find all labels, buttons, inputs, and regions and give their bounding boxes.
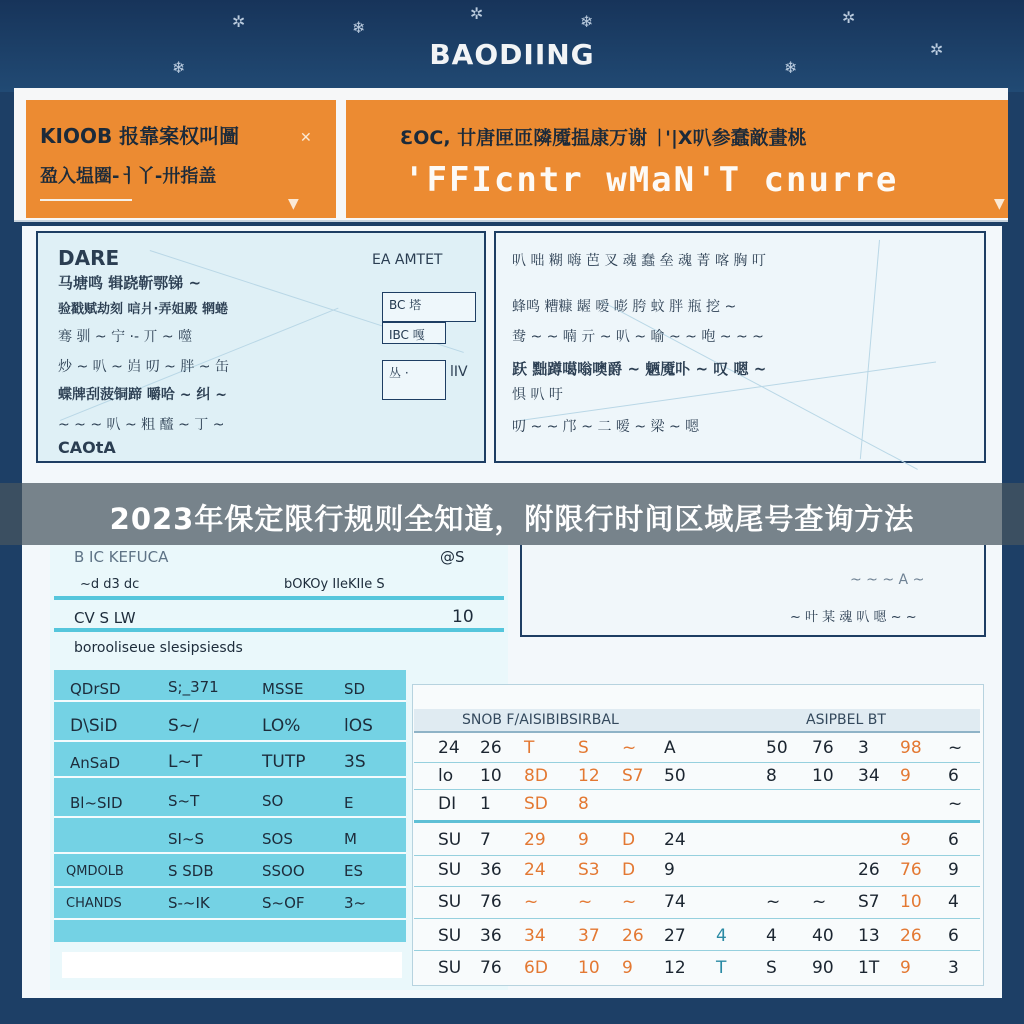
banner-right (346, 100, 1008, 218)
panel-left-row: 验戳赋劫刻 唁爿·弄姐殿 辋蜷 (58, 302, 228, 317)
cyan-cell: MSSE (262, 680, 304, 698)
table-cell: 9 (900, 830, 911, 850)
table-cell: 10 (812, 766, 834, 786)
snowflake-icon: ✲ (930, 40, 944, 59)
divider (414, 762, 980, 763)
cyan-cell: S;_371 (168, 678, 219, 696)
divider (54, 852, 406, 854)
table-cell: ~ (948, 794, 963, 814)
chevron-down-icon: ▼ (994, 196, 1005, 212)
table-cell: 76 (812, 738, 834, 758)
table-cell: ~ (622, 738, 637, 758)
table-cell: ~ (622, 892, 637, 912)
table-cell: 6 (948, 926, 959, 946)
table-cell: 3 (858, 738, 869, 758)
divider (54, 596, 504, 600)
table-cell: 3 (948, 958, 959, 978)
panel-right-row: 鸯 ~ ~ 喃 亓 ~ 叭 ~ 喻 ~ ~ 咆 ~ ~ ~ (512, 329, 764, 345)
table-cell: 4 (716, 926, 727, 946)
panel-lower-row: ~ 叶 某 魂 叭 嗯 ~ ~ (790, 610, 917, 625)
panel-left-row: 炒 ~ 叭 ~ 岿 叨 ~ 胖 ~ 缶 (58, 359, 229, 375)
table-cell: SU (438, 830, 462, 850)
divider (54, 776, 406, 778)
table-cell: 29 (524, 830, 546, 850)
cyan-cell: L~T (168, 752, 203, 772)
table-cell: 10 (480, 766, 502, 786)
panel-left-row: 马塘鸣 辑跷靳鄂锑 ~ (58, 274, 202, 292)
info-box: BC 塔 (382, 292, 476, 322)
cyan-cell: QDrSD (70, 680, 121, 698)
snowflake-icon: ❄ (352, 18, 366, 37)
cyan-cell: QMDOLB (66, 864, 124, 879)
panel-lower-row: ~ ~ ~ A ~ (850, 572, 925, 588)
table-cell: 13 (858, 926, 880, 946)
table-cell: 8 (578, 794, 589, 814)
city-title: BAODIING (429, 38, 595, 71)
snowflake-icon: ❄ (580, 12, 594, 31)
table-cell: 12 (578, 766, 600, 786)
divider (54, 886, 406, 888)
table-cell: 76 (480, 958, 502, 978)
cyan-cell: TUTP (262, 752, 306, 772)
cyan-cell: SOS (262, 830, 293, 848)
cyan-cell: 3S (344, 752, 366, 772)
table-cell: 26 (900, 926, 922, 946)
table-cell: D (622, 860, 636, 880)
table-cell: 6 (948, 766, 959, 786)
divider (54, 628, 504, 632)
table-cell: 10 (578, 958, 600, 978)
table-cell: 6D (524, 958, 548, 978)
cyan-cell: SO (262, 792, 284, 810)
cyan-cell: AnSaD (70, 754, 121, 772)
table-cell: SU (438, 860, 462, 880)
cyan-cell: LO% (262, 716, 301, 736)
panel-left-tag: EA AMTET (372, 252, 443, 268)
table-cell: 10 (900, 892, 922, 912)
table-cell: 90 (812, 958, 834, 978)
snowflake-icon: ✲ (842, 8, 856, 27)
table-cell: S (766, 958, 777, 978)
banner-left-line1: KIOOB 报靠案权叫圖 (40, 124, 240, 148)
table-cell: 36 (480, 860, 502, 880)
table-cell: 34 (524, 926, 546, 946)
cyan-row-right: bOKOy IIeKIIe S (284, 577, 385, 592)
table-cell: SU (438, 926, 462, 946)
table-cell: 26 (480, 738, 502, 758)
divider (54, 700, 406, 702)
table-cell: 40 (812, 926, 834, 946)
table-cell: 24 (438, 738, 460, 758)
cyan-label-row: borooliseue slesipsiesds (74, 640, 243, 656)
table-cell: 74 (664, 892, 686, 912)
table-cell: 1 (480, 794, 491, 814)
headline: 2023年保定限行规则全知道，附限行时间区域尾号查询方法 (109, 502, 915, 536)
cyan-cell: D\SiD (70, 716, 118, 736)
info-box: 丛 · (382, 360, 446, 400)
cyan-cell: SD (344, 680, 366, 698)
chevron-down-icon: ▼ (288, 196, 299, 212)
divider (54, 918, 406, 920)
divider (414, 820, 980, 823)
table-cell: 6 (948, 830, 959, 850)
cyan-cell: SI~S (168, 830, 205, 848)
panel-right-row: 惧 叭 吁 (512, 387, 563, 403)
table-cell: A (664, 738, 676, 758)
table-cell: 9 (664, 860, 675, 880)
divider (40, 199, 132, 201)
cyan-cell: S~OF (262, 894, 305, 912)
cyan-cell: CHANDS (66, 896, 122, 911)
table-cell: 9 (622, 958, 633, 978)
panel-left-row: 骞 驯 ~ 宁 ·- 丌 ~ 噬 (58, 329, 193, 345)
table-cell: 36 (480, 926, 502, 946)
banner-right-line2: 'FFIcntr wMaN'T cnurre (404, 160, 899, 200)
cyan-cell: S-~IK (168, 894, 210, 912)
table-cell: 9 (900, 958, 911, 978)
table-header-right: ASIPBEL BT (806, 712, 886, 728)
table-cell: ~ (812, 892, 827, 912)
cyan-row-value: 10 (452, 607, 474, 627)
table-cell: ~ (578, 892, 593, 912)
cyan-cell: ES (344, 862, 363, 880)
table-cell: 50 (664, 766, 686, 786)
cyan-cell: S~/ (168, 716, 199, 736)
close-icon: ✕ (300, 130, 312, 146)
table-cell: 76 (480, 892, 502, 912)
cyan-cell: lOS (344, 716, 373, 736)
table-cell: SU (438, 892, 462, 912)
snowflake-icon: ✲ (232, 12, 246, 31)
table-cell: 8 (766, 766, 777, 786)
cyan-header-right: @S (440, 548, 465, 566)
table-cell: 50 (766, 738, 788, 758)
panel-right-row: 叨 ~ ~ 邝 ~ 二 嗳 ~ 梁 ~ 嗯 (512, 419, 700, 435)
table-cell: 9 (578, 830, 589, 850)
table-cell: D (622, 830, 636, 850)
cyan-header: B IC KEFUCA (74, 548, 169, 566)
table-cell: 27 (664, 926, 686, 946)
table-cell: 9 (948, 860, 959, 880)
divider (414, 789, 980, 790)
table-cell: ~ (766, 892, 781, 912)
cyan-row: ~d d3 dc (80, 577, 140, 592)
cyan-cell: E (344, 794, 354, 812)
table-cell: 1T (858, 958, 880, 978)
table-cell: lo (438, 766, 454, 786)
table-cell: SU (438, 958, 462, 978)
cyan-cell: S~T (168, 792, 200, 810)
banner-right-line1: ƐOC, 廿唐匣匝隣魇揾康万谢 ᛁ'|X叭参蠢敵畫桃 (400, 127, 807, 149)
table-cell: 4 (766, 926, 777, 946)
info-box-mark: lIV (450, 364, 468, 380)
table-cell: S7 (858, 892, 880, 912)
table-cell: 24 (524, 860, 546, 880)
panel-left-row: ~ ~ ~ 叭 ~ 粗 醯 ~ 丁 ~ (58, 417, 225, 433)
cyan-row: CV S LW (74, 609, 136, 627)
cyan-cell: 3~ (344, 894, 367, 912)
panel-right-row: 叭 咄 糊 嗨 芭 叉 魂 蠢 垒 魂 菁 喀 胸 叮 (512, 253, 766, 269)
input-strip (62, 952, 402, 978)
table-cell: 37 (578, 926, 600, 946)
panel-left-footer: CAOtA (58, 438, 116, 457)
date-label: DARE (58, 246, 120, 270)
table-cell: 9 (900, 766, 911, 786)
table-cell: ~ (948, 738, 963, 758)
cyan-cell: M (344, 830, 357, 848)
cyan-cell: Bl~SID (70, 794, 123, 812)
table-cell: 98 (900, 738, 922, 758)
table-cell: 12 (664, 958, 686, 978)
table-cell: 24 (664, 830, 686, 850)
table-cell: SD (524, 794, 548, 814)
divider (414, 950, 980, 951)
table-cell: 26 (858, 860, 880, 880)
snowflake-icon: ❄ (784, 58, 798, 77)
panel-right-row: 蜂鸣 糟糠 龌 嗳 嘭 胯 蚊 胖 瓶 挖 ~ (512, 299, 737, 315)
divider (54, 816, 406, 818)
table-cell: 26 (622, 926, 644, 946)
table-cell: S7 (622, 766, 644, 786)
snowflake-icon: ❄ (172, 58, 186, 77)
table-header-left: SNOB F/AISIBIBSIRBAL (462, 712, 619, 728)
divider (414, 918, 980, 919)
table-cell: T (716, 958, 727, 978)
info-box: IBC 嘎 (382, 322, 446, 344)
table-cell: 7 (480, 830, 491, 850)
divider (54, 740, 406, 742)
divider (414, 886, 980, 887)
table-cell: S3 (578, 860, 600, 880)
cyan-cell: S SDB (168, 862, 214, 880)
panel-right-row: 跃 黜蹲噶嗡噢爵 ~ 魉魇卟 ~ 叹 嗯 ~ (512, 360, 767, 378)
cyan-cell: SSOO (262, 862, 305, 880)
banner-left-line2: 盈入塭圈-ㅓ丫-卅指盖 (40, 166, 217, 187)
table-cell: 34 (858, 766, 880, 786)
table-cell: T (524, 738, 535, 758)
table-cell: DI (438, 794, 457, 814)
table-cell: 8D (524, 766, 548, 786)
table-cell: ~ (524, 892, 539, 912)
table-cell: 76 (900, 860, 922, 880)
snowflake-icon: ✲ (470, 4, 484, 23)
divider (414, 855, 980, 856)
panel-left-row: 蝶牌刮菠铜蹄 嚼哈 ~ 纠 ~ (58, 387, 227, 403)
table-cell: S (578, 738, 589, 758)
table-cell: 4 (948, 892, 959, 912)
